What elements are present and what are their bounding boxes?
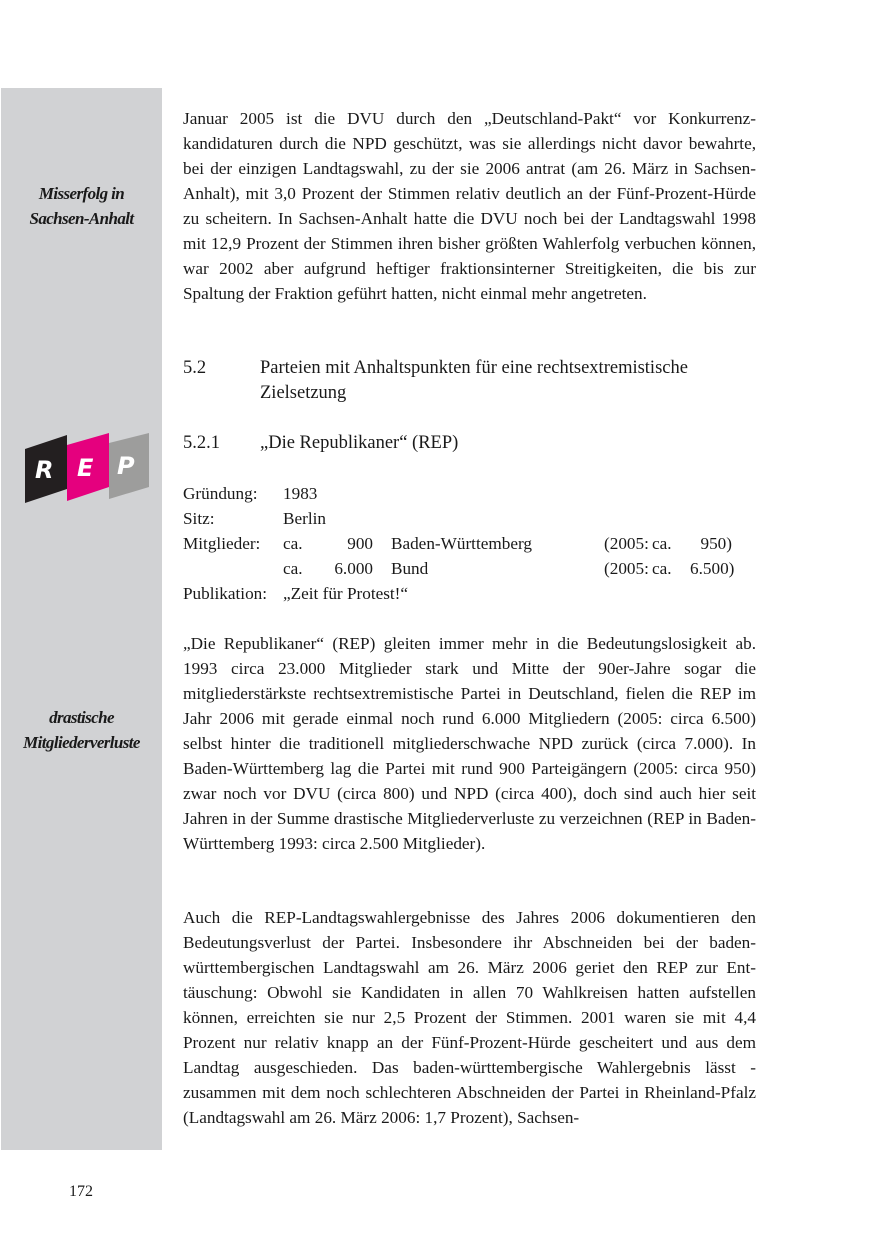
fact-label: Mitglieder: [183, 534, 261, 553]
body-paragraph: „Die Republikaner“ (REP) gleiten immer mehr in die Bedeutungslosigkeit ab. 1993 circa 23.000 Mitglieder stark und Mitte der 90er-Jahre sogar die mitgliederstärkste rechtsextremistische Partei in Deutschland, fielen die REP im Jahr 2006 mit gerade einmal noch rund 6.000 Mitgliedern (2005: circa 6.500) selbst hinter die traditionell mitgliederschwache NPD zurück (circa 7.000). In Baden-Württemberg lag die Partei mit rund 900 Parteigängern (2005: circa 950) zwar noch vor DVU (circa 800) und NPD (circa 400), doch sind auch hier seit Jahren in der Summe drastische Mitgliederverluste zu verzeichnen (REP in Baden-Württemberg 1993: circa 2.500 Mitglieder). [183, 634, 756, 853]
members-prev-count: 6.500) [690, 559, 735, 578]
margin-note-misserfolg [1, 181, 162, 231]
intro-paragraph: Januar 2005 ist die DVU durch den „Deutschland-Pakt“ vor Konkurrenzkandidaturen durch die NPD geschützt, was sie allerdings nicht davor bewahrte, bei der einzigen Landtagswahl, zu der sie 2006 antrat (am 26. März in Sachsen-Anhalt), mit 3,0 Prozent der Stimmen relativ deutlich an der Fünf-Prozent-Hürde zu scheitern. In Sachsen-Anhalt hatte die DVU noch bei der Landtagswahl 1998 mit 12,9 Prozent der Stimmen ihren bisher größten Wahlerfolg verbuchen können, war 2002 aber aufgrund heftiger fraktionsinterner Streitigkeiten, die bis zur Spaltung der Fraktion geführt hatten, nicht einmal mehr angetreten. [183, 109, 756, 303]
members-ca: ca. [283, 534, 303, 553]
fact-members-row [183, 531, 732, 556]
fact-value: 1983 [283, 484, 318, 503]
subsection-number: 5.2.1 [183, 433, 220, 453]
page-number: 172 [69, 1183, 93, 1200]
section-title: Parteien mit Anhaltspunkten für eine rechtsextremistische Zielsetzung [260, 358, 688, 403]
members-count: 900 [347, 534, 373, 553]
members-region: Bund [391, 559, 429, 578]
section-number: 5.2 [183, 358, 207, 378]
rep-party-logo [25, 433, 149, 505]
members-prev-ca: ca. [652, 534, 672, 553]
logo-letter-r: R [35, 456, 54, 484]
margin-sidebar [1, 88, 162, 1150]
members-prev-ca: ca. [652, 559, 672, 578]
fact-publication [183, 581, 732, 606]
logo-letter-p: P [117, 452, 135, 480]
margin-note-line: drastische [49, 708, 114, 727]
fact-founding [183, 481, 732, 506]
members-prev-year: (2005: [604, 534, 649, 553]
members-region: Baden-Württemberg [391, 534, 532, 553]
members-ca: ca. [283, 559, 303, 578]
fact-label: Sitz: [183, 509, 215, 528]
fact-label: Publikation: [183, 584, 268, 603]
section-heading [183, 356, 756, 406]
body-section-elections [183, 905, 756, 1130]
fact-seat [183, 506, 732, 531]
members-count: 6.000 [334, 559, 373, 578]
body-section-membership [183, 631, 756, 856]
members-prev-year: (2005: [604, 559, 649, 578]
margin-note-line: Sachsen-Anhalt [29, 209, 134, 228]
body-paragraph: Auch die REP-Landtagswahlergebnisse des Jahres 2006 dokumentieren den Bedeutungsverlust der Partei. Insbesondere ihr Abschneiden bei der baden-württembergischen Landtagswahl am 26. März 2006 geriet den REP zur Enttäuschung: Obwohl sie Kandidaten in allen 70 Wahlkreisen hatten aufstellen können, erreichten sie nur 2,5 Prozent der Stimmen. 2001 waren sie mit 4,4 Prozent nur relativ knapp an der Fünf-Prozent-Hürde gescheitert und aus dem Landtag ausgeschieden. Das baden-württembergische Wahlergebnis lässt - zusammen mit dem noch schlechteren Abschneiden der Partei in Rheinland-Pfalz (Landtagswahl am 26. März 2006: 1,7 Prozent), Sachsen- [183, 908, 756, 1127]
members-prev-count: 950) [700, 534, 732, 553]
fact-label: Gründung: [183, 484, 258, 503]
subsection-heading [183, 431, 756, 456]
intro-section [183, 106, 756, 306]
party-facts [183, 481, 735, 606]
margin-note-line: Mitgliederverluste [23, 733, 140, 752]
fact-members-row [183, 556, 735, 581]
margin-note-line: Misserfolg in [38, 184, 125, 203]
margin-note-mitgliederverluste [1, 705, 162, 755]
logo-letter-e: E [77, 454, 94, 482]
subsection-title: „Die Republikaner“ (REP) [260, 433, 459, 453]
fact-value: Berlin [283, 509, 326, 528]
fact-value: „Zeit für Protest!“ [283, 584, 409, 603]
